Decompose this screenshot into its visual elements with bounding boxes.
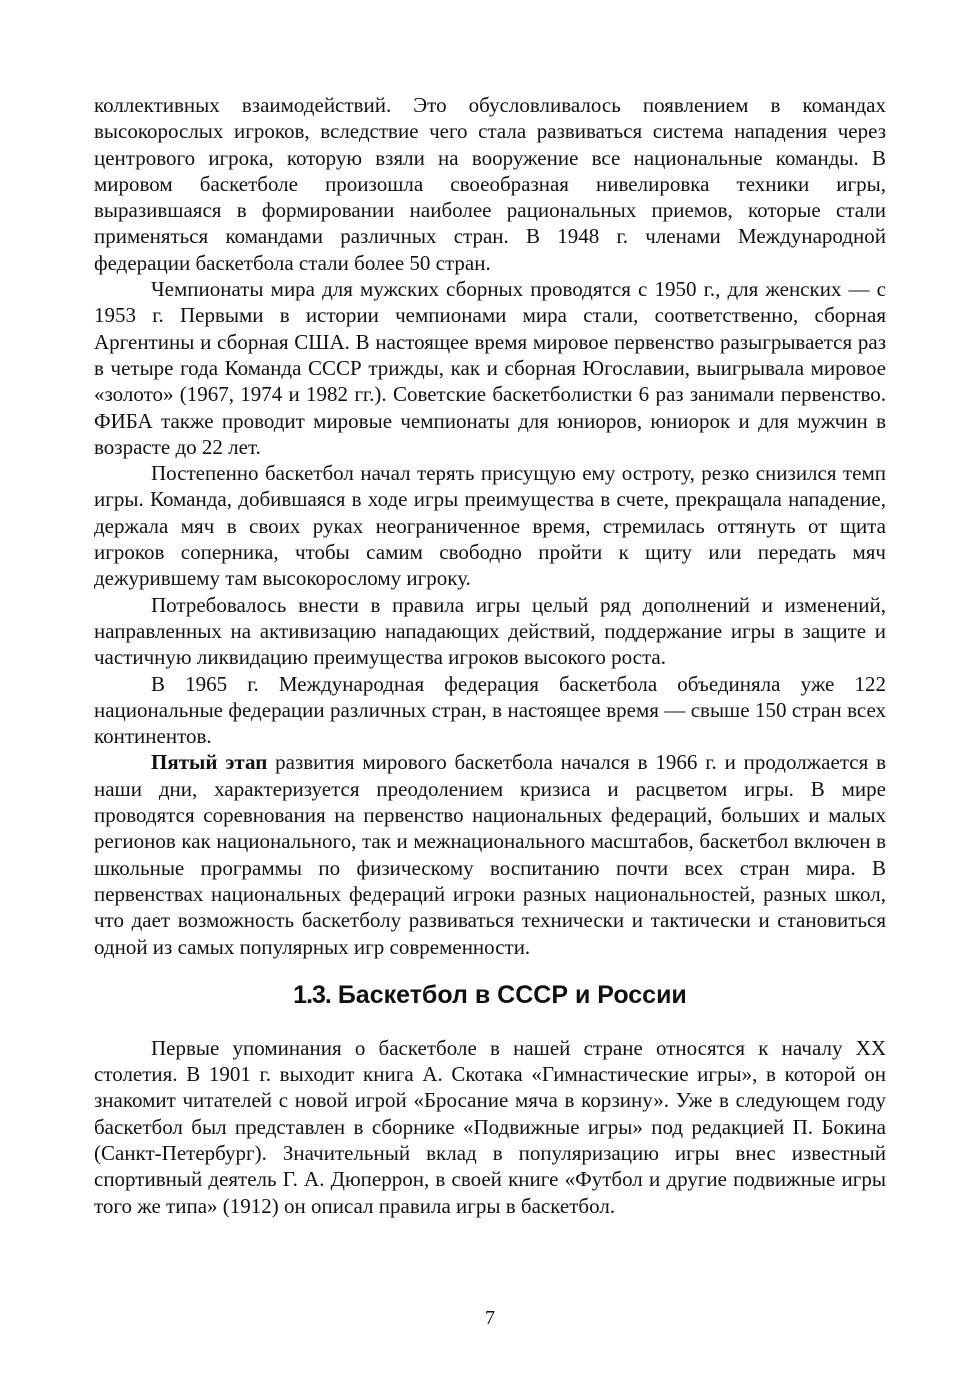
fifth-stage-lead: Пятый этап [151,750,268,775]
paragraph-continuation: коллективных взаимодействий. Это обусловливалось появлением в командах высокорослых игроков, вследствие чего стала развиваться система нападения через центрового игрока, которую взяли на вооружение все национальные команды. В мировом баскетболе произошла своеобразная нивелировка техники игры, выразившаяся в формировании наиболее рациональных приемов, которые стали применяться командами различных стран. В 1948 г. членами Международной федерации баскетбола стали более 50 стран. [94,93,886,275]
body-text [94,92,886,1219]
paragraph-rule-changes: Потребовалось внести в правила игры целый ряд дополнений и изменений, направленных на активизацию нападающих действий, поддержание игры в защите и частичную ликвидацию преимущества игроков высокого роста. [94,592,886,670]
page-number: 7 [485,1307,495,1329]
paragraph-first-mentions: Первые упоминания о баскетболе в нашей стране относятся к началу XX столетия. В 1901 г. выходит книга А. Скотака «Гимнастические игры», в которой он знакомит читателей с новой игрой «Бросание мяча в корзину». Уже в следующем году баскетбол был представлен в сборнике «Подвижные игры» под редакцией П. Бокина (Санкт-Петербург). Значительный вклад в популяризацию игры внес известный спортивный деятель Г. А. Дюперрон, в своей книге «Футбол и другие подвижные игры того же типа» (1912) он описал правила игры в баскетбол. [94,1035,886,1218]
paragraph-federation-1965: В 1965 г. Международная федерация баскетбола объединяла уже 122 национальные федерации различных стран, в настоящее время — свыше 150 стран всех континентов. [94,671,886,749]
paragraph-game-tempo: Постепенно баскетбол начал терять присущую ему остроту, резко снизился темп игры. Команда, добившаяся в ходе игры преимущества в счете, прекращала нападение, держала мяч в своих руках неограниченное время, стремилась оттянуть от щита игроков соперника, чтобы самим свободно пройти к щиту или передать мяч дежурившему там высокорослому игроку. [94,461,886,591]
paragraph-fifth-stage [94,749,886,959]
section-heading [94,980,886,1010]
fifth-stage-text: развития мирового баскетбола начался в 1966 г. и продолжается в наши дни, характеризуется преодолением кризиса и расцветом игры. В мире проводятся соревнования на первенство национальных федераций, больших и малых регионов как национального, так и межнационального масштабов, баскетбол включен в школьные программы по физическому воспитанию почти всех стран мира. В первенствах национальных федераций игроки разных национальностей, разных школ, что дает возможность баскетболу развиваться технически и тактически и становиться одной из самых популярных игр современности. [94,750,886,959]
paragraph-world-championships: Чемпионаты мира для мужских сборных проводятся с 1950 г., для женских — с 1953 г. Первыми в истории чемпионами мира стали, соответственно, сборная Аргентины и сборная США. В настоящее время мировое первенство разыгрывается раз в четыре года Команда СССР трижды, как и сборная Югославии, выигрывала мировое «золото» (1967, 1974 и 1982 гг.). Советские баскетболистки 6 раз занимали первенство. ФИБА также проводит мировые чемпионаты для юниоров, юниорок и для мужчин в возрасте до 22 лет. [94,277,886,459]
section-number: 1.3. [293,980,331,1009]
section-title: Баскетбол в СССР и России [337,980,687,1009]
